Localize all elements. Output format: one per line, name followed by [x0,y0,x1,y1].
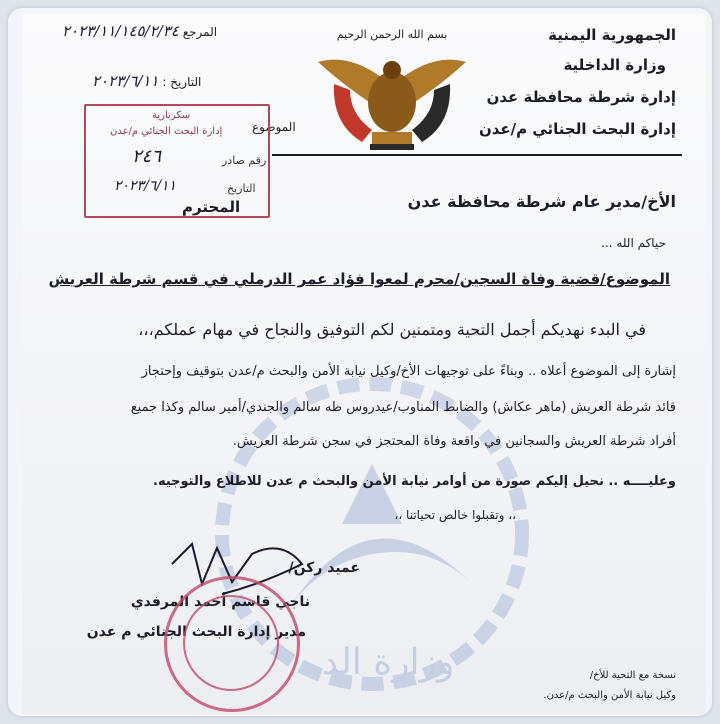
cc-item-1: وكيل نيابة الأمن والبحث م/عدن. [543,690,676,701]
ref-value: ٢٠٢٣/١١/١٤٥/٢/٣٤ [62,22,179,40]
stamp-date-value: ٢٠٢٣/٦/١١ [114,178,177,194]
stamp-outgoing-label: رقم صادر [222,154,267,167]
stamp-dept: إدارة البحث الجنائي م/عدن [110,126,223,137]
paragraph2: وعليــــه .. نحيل إليكم صورة من أوامر نيابة الأمن والبحث م عدن للاطلاع والتوجيه. [153,474,676,489]
cc-label: نسخة مع التحية للأخ/ [589,670,676,681]
signatory-title: مدير إدارة البحث الجنائي م عدن [86,624,306,640]
attachments-label: الموضوع [252,120,296,134]
stamp-title: سكرتارية [152,110,191,121]
addressee: الأخ/مدير عام شرطة محافظة عدن [407,192,676,211]
ministry-name: وزارة الداخلية [563,56,666,74]
signatory-name: ناجي قاسم أحمد المرفدي [130,594,310,610]
date-row [92,72,201,90]
ref-label: المرجع [182,25,218,39]
basmala: بسم الله الرحمن الرحيم [336,28,448,41]
stamp-outgoing-value: ٢٤٦ [132,146,162,167]
country-name: الجمهورية اليمنية [548,26,676,44]
paragraph1-line1: إشارة إلى الموضوع أعلاه .. وبناءً على توجيهات الأخ/وكيل نيابة الأمن والبحث م/عدن بتوقيف وإحتجاز [141,364,676,379]
header-divider [272,154,682,156]
date-value: ٢٠٢٣/٦/١١ [92,72,159,90]
image-frame [8,8,712,716]
official-round-stamp [164,576,300,712]
department-name-1: إدارة شرطة محافظة عدن [486,88,676,106]
closing-line: ،، وتقبلوا خالص تحياتنا ،، [394,508,516,522]
paragraph1-line3: أفراد شرطة العريش والسجانين في واقعة وفاة المحتجز في سجن شرطة العريش. [232,434,676,449]
department-name-2: إدارة البحث الجنائي م/عدن [478,120,676,138]
yemen-eagle-emblem-icon [312,44,472,154]
opening-line: في البدء نهديكم أجمل التحية ومتمنين لكم التوفيق والنجاح في مهام عملكم،،، [138,320,646,339]
watermark-text: وزارة الد [322,642,455,683]
subject-line: الموضوع/قضية وفاة السجين/محرم لمعوا فؤاد عمر الدرملي في قسم شرطة العريش [48,270,670,288]
respected: المحترم [182,198,241,216]
stamp-date-label: التاريخ [227,182,256,195]
document-page [22,14,706,714]
date-label: التاريخ : [162,75,202,89]
ref-row [62,22,217,40]
signatory-rank: عميد ركن/ [288,560,360,576]
paragraph1-line2: قائد شرطة العريش (ماهر عكاش) والضابط المناوب/عيدروس طه سالم والجندي/أمير سالم وكذا جميع [130,400,676,415]
greeting: حياكم الله ... [601,236,666,250]
